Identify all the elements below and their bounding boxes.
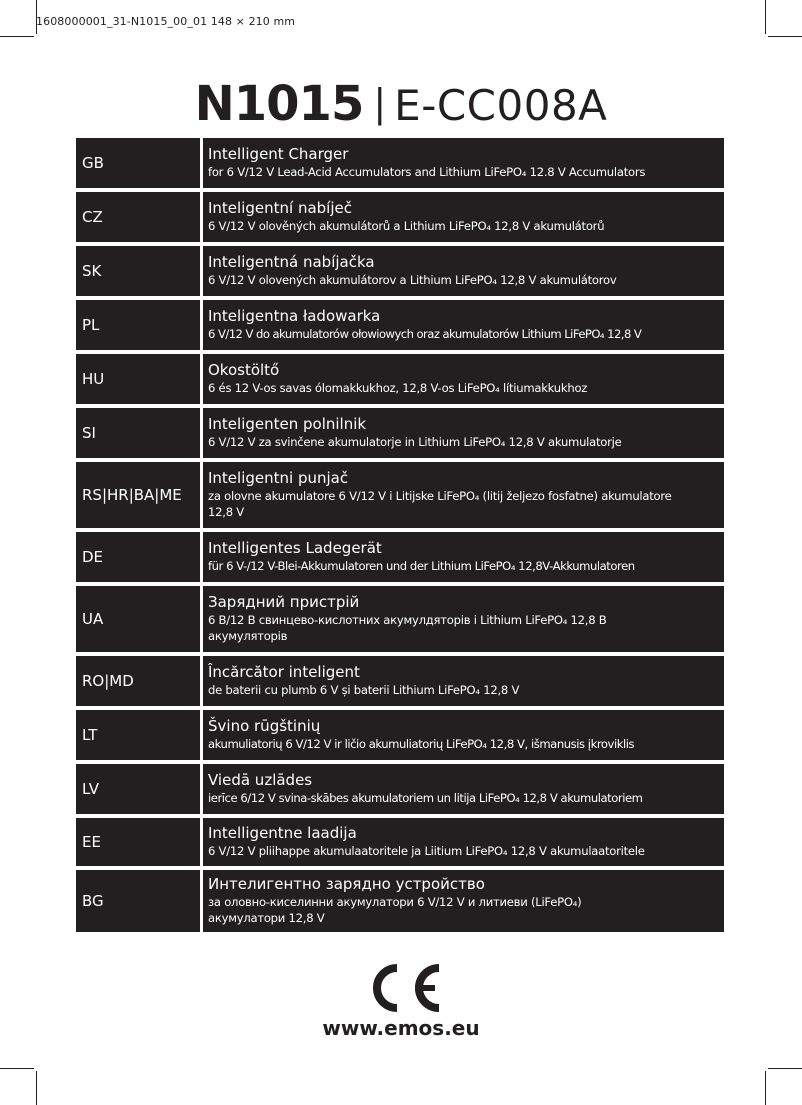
title-separator: |: [373, 81, 387, 125]
language-text: [203, 818, 724, 866]
language-row-lv: [76, 764, 724, 814]
language-text: [203, 710, 724, 760]
language-row-de: [76, 532, 724, 582]
product-code: E-CC008A: [394, 81, 608, 130]
model-number: N1015: [194, 76, 364, 132]
language-text: [203, 764, 724, 814]
language-text: [203, 354, 724, 404]
product-description: akumuliatorių 6 V/12 V ir ličio akumuliatorių LiFePO₄ 12,8 V, išmanusis įkroviklis: [208, 737, 635, 751]
language-code: RO|MD: [76, 656, 200, 706]
crop-mark: [768, 1068, 802, 1069]
product-heading: Inteligentni punjač: [208, 469, 349, 487]
product-description: 6 V/12 V olovených akumulátorov a Lithium LiFePO₄ 12,8 V akumulátorov: [208, 273, 617, 287]
language-text: [203, 870, 724, 932]
language-row-bg: [76, 870, 724, 932]
product-heading: Încărcător inteligent: [208, 663, 360, 681]
product-heading: Viedā uzlādes: [208, 771, 313, 789]
crop-mark: [768, 36, 802, 37]
language-code: LT: [76, 710, 200, 760]
crop-mark: [765, 0, 766, 34]
product-heading: Зарядний пристрій: [208, 593, 360, 611]
language-text: [203, 246, 724, 296]
language-text: [203, 138, 724, 188]
product-description: für 6 V-/12 V-Blei-Akkumulatoren und der Lithium LiFePO₄ 12,8V-Akkumulatoren: [208, 559, 635, 573]
language-row-pl: [76, 300, 724, 350]
language-code: DE: [76, 532, 200, 582]
product-description: for 6 V/12 V Lead-Acid Accumulators and Lithium LiFePO₄ 12.8 V Accumulators: [208, 165, 646, 179]
product-heading: Intelligentes Ladegerät: [208, 539, 382, 557]
product-description: 6 V/12 V olověných akumulátorů a Lithium LiFePO₄ 12,8 V akumulátorů: [208, 219, 605, 233]
language-code: HU: [76, 354, 200, 404]
product-heading: Интелигентно зарядно устройство: [208, 875, 485, 893]
product-description: 6 В/12 В свинцево-кислотних акумулдяторів і Lithium LiFePO₄ 12,8 В акумуляторів: [208, 613, 607, 643]
file-info: 1608000001_31-N1015_00_01 148 × 210 mm: [36, 15, 296, 28]
language-row-rs-hr-ba-me: [76, 462, 724, 528]
language-text: [203, 656, 724, 706]
crop-mark: [0, 1068, 34, 1069]
website-url: www.emos.eu: [322, 1016, 480, 1040]
page-title: [0, 76, 802, 132]
language-row-ee: [76, 818, 724, 866]
language-row-ro-md: [76, 656, 724, 706]
language-text: [203, 532, 724, 582]
product-description: 6 és 12 V-os savas ólomakkukhoz, 12,8 V-os LiFePO₄ lítiumakkukhoz: [208, 381, 588, 395]
language-text: [203, 408, 724, 458]
language-row-cz: [76, 192, 724, 242]
product-description: de baterii cu plumb 6 V și baterii Lithium LiFePO₄ 12,8 V: [208, 683, 520, 697]
language-code: RS|HR|BA|ME: [76, 462, 200, 528]
language-code: LV: [76, 764, 200, 814]
product-heading: Intelligent Charger: [208, 145, 349, 163]
language-text: [203, 462, 724, 528]
product-heading: Inteligentní nabíječ: [208, 199, 352, 217]
language-code: SK: [76, 246, 200, 296]
product-description: за оловно-киселинни акумулатори 6 V/12 V и литиеви (LiFePO₄) акумулатори 12,8 V: [208, 895, 582, 925]
language-text: [203, 586, 724, 652]
language-row-si: [76, 408, 724, 458]
product-description: 6 V/12 V pliihappe akumulaatoritele ja Liitium LiFePO₄ 12,8 V akumulaatoritele: [208, 844, 645, 858]
language-code: BG: [76, 870, 200, 932]
product-description: 6 V/12 V do akumulatorów ołowiowych oraz akumulatorów Lithium LiFePO₄ 12,8 V: [208, 327, 642, 341]
product-heading: Intelligentne laadija: [208, 824, 357, 842]
language-code: SI: [76, 408, 200, 458]
crop-mark: [765, 1071, 766, 1105]
language-row-gb: [76, 138, 724, 188]
ce-mark-icon: [359, 960, 445, 1016]
language-row-lt: [76, 710, 724, 760]
language-code: EE: [76, 818, 200, 866]
product-heading: Inteligenten polnilnik: [208, 415, 367, 433]
language-code: PL: [76, 300, 200, 350]
product-heading: Švino rūgštinių: [208, 717, 321, 735]
language-text: [203, 192, 724, 242]
product-description: za olovne akumulatore 6 V/12 V i Litijske LiFePO₄ (litij željezo fosfatne) akumulatore 12,8 V: [208, 489, 672, 519]
language-code: UA: [76, 586, 200, 652]
product-heading: Inteligentna ładowarka: [208, 307, 381, 325]
language-table: [76, 138, 724, 936]
product-description: 6 V/12 V za svinčene akumulatorje in Lithium LiFePO₄ 12,8 V akumulatorje: [208, 435, 622, 449]
language-row-hu: [76, 354, 724, 404]
product-heading: Okostöltő: [208, 361, 280, 379]
language-code: CZ: [76, 192, 200, 242]
crop-mark: [36, 1071, 37, 1105]
language-text: [203, 300, 724, 350]
product-heading: Inteligentná nabíjačka: [208, 253, 375, 271]
language-row-sk: [76, 246, 724, 296]
language-row-ua: [76, 586, 724, 652]
product-description: ierīce 6/12 V svina-skābes akumulatoriem un litija LiFePO₄ 12,8 V akumulatoriem: [208, 791, 643, 805]
crop-mark: [0, 36, 34, 37]
language-code: GB: [76, 138, 200, 188]
